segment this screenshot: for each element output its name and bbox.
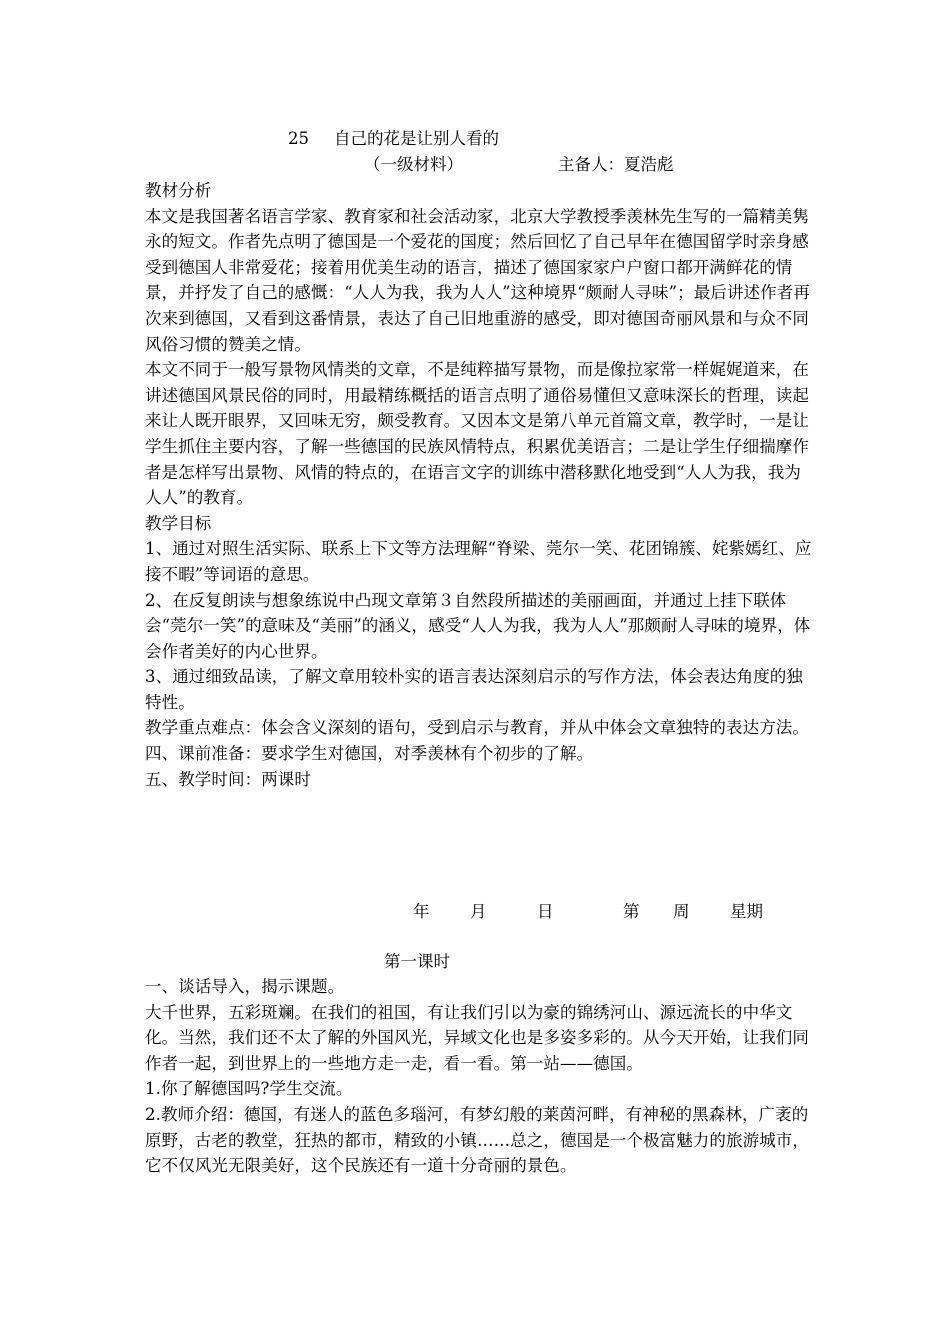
lesson1-body [145,974,813,1179]
weekday-label: 星期 [730,902,763,921]
lesson1-intro: 大千世界，五彩斑斓。在我们的祖国，有让我们引以为豪的锦绣河山、源远流长的中华文化。当然，我们还不太了解的外国风光，异域文化也是多姿多彩的。从今天开始，让我们同作者一起，到世界上的一些地方走一走，看一看。第一站——德国。 [145,1002,809,1073]
goal-item-3: 3、通过细致品读，了解文章用较朴实的语言表达深刻启示的写作方法，体会表达角度的独特性。 [145,667,803,712]
lesson1-question-2: 2.教师介绍：德国，有迷人的蓝色多瑙河，有梦幻般的莱茵河畔，有神秘的黑森林，广袤的原野，古老的教堂，狂热的都市，精致的小镇……总之，德国是一个极富魅力的旅游城市，它不仅风光无限美好，这个民族还有一道十分奇丽的景色。 [145,1104,809,1176]
lesson-plan-body [145,178,813,792]
preparer: 主备人：夏浩彪 [558,155,674,174]
analysis-heading: 教材分析 [145,181,212,200]
material-level: （一级材料） [364,155,463,174]
analysis-paragraph-1: 本文是我国著名语言学家、教育家和社会活动家，北京大学教授季羡林先生写的一篇精美隽永的短文。作者先点明了德国是一个爱花的国度；然后回忆了自己早年在德国留学时亲身感受到德国人非常爱花；接着用优美生动的语言，描述了德国家家户户窗口都开满鲜花的情景，并抒发了自己的感慨：“人人为我，我为人人”这种境界“颇耐人寻味”；最后讲述作者再次来到德国，又看到这番情景，表达了自己旧地重游的感受，即对德国奇丽风景和与众不同风俗习惯的赞美之情。 [145,206,810,354]
goals-heading: 教学目标 [145,513,212,533]
lesson1-step-1: 一、谈话导入，揭示课题。 [145,977,345,996]
goal-item-1: 1、通过对照生活实际、联系上下文等方法理解“脊梁、莞尔一笑、花团锦簇、姹紫嫣红、应接不暇”等词语的意思。 [145,539,812,584]
date-year-label: 年 [413,902,430,921]
lesson1-question-1: 1.你了解德国吗?学生交流。 [145,1079,353,1099]
date-day-label: 日 [537,902,554,921]
week-label: 周 [673,902,690,921]
lesson-number: 25 [288,129,309,148]
goal-item-2: 2、在反复朗读与想象练说中凸现文章第３自然段所描述的美丽画面，并通过上挂下联体会“莞尔一笑”的意味及“美丽”的涵义，感受“人人为我，我为人人”那颇耐人寻味的境界，体会作者美好的内心世界。 [145,590,811,661]
lesson-title: 自己的花是让别人看的 [334,129,499,148]
preparation: 四、课前准备：要求学生对德国，对季羡林有个初步的了解。 [145,744,594,764]
lesson1-title: 第一课时 [384,952,450,971]
teaching-time: 五、教学时间：两课时 [145,769,311,789]
key-points: 教学重点难点：体会含义深刻的语句，受到启示与教育，并从中体会文章独特的表达方法。 [145,718,809,738]
analysis-paragraph-2: 本文不同于一般写景物风情类的文章，不是纯粹描写景物，而是像拉家常一样娓娓道来，在讲述德国风景民俗的同时，用最精练概括的语言点明了通俗易懂但又意味深长的哲理，读起来让人既开眼界，又回味无穷，颇受教育。又因本文是第八单元首篇文章，教学时，一是让学生抓住主要内容，了解一些德国的民族风情特点，积累优美语言；二是让学生仔细揣摩作者是怎样写出景物、风情的特点的，在语言文字的训练中潜移默化地受到“人人为我，我为人人”的教育。 [145,360,809,508]
week-prefix-label: 第 [623,902,640,921]
date-month-label: 月 [470,902,487,921]
